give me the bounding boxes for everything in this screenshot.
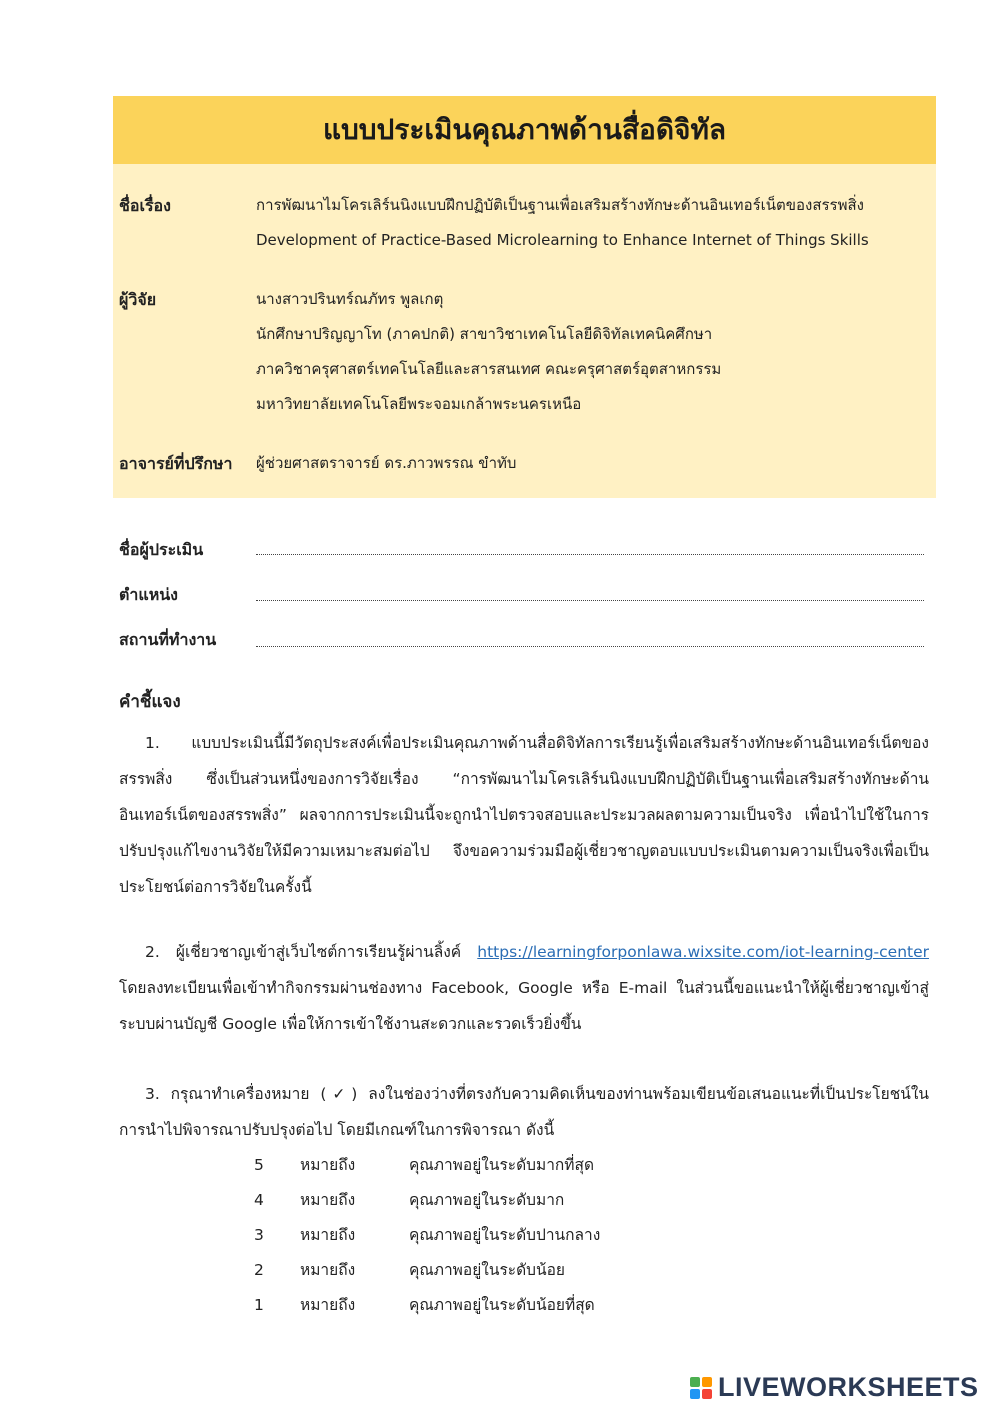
topic-english: Development of Practice-Based Microlearning to Enhance Internet of Things Skills <box>256 231 869 249</box>
evaluator-field[interactable] <box>256 554 924 555</box>
logo-square <box>702 1389 712 1399</box>
brand-text: LIVEWORKSHEETS <box>718 1372 979 1402</box>
instructions-title: คำชี้แจง <box>119 692 181 712</box>
scale-score: 5 <box>254 1156 264 1174</box>
topic-label: ชื่อเรื่อง <box>119 196 171 215</box>
instruction-1-text: 1. แบบประเมินนี้มีวัตถุประสงค์เพื่อประเมินคุณภาพด้านสื่อดิจิทัลการเรียนรู้เพื่อเสริมสร้างทักษะด้านอินเทอร์เน็ตของสรรพสิ่ง ซึ่งเป็นส่วนหนึ่งของการวิจัยเรื่อง “การพัฒนาไมโครเลิร์นนิงแบบฝึกปฏิบัติเป็นฐานเพื่อเสริมสร้างทักษะด้านอินเทอร์เน็ตของสรรพสิ่ง” ผลจากการประเมินนี้จะถูกนำไปตรวจสอบและประมวลผลตามความเป็นจริง เพื่อนำไปใช้ในการปรับปรุงแก้ไขงานวิจัยให้มีความเหมาะสมต่อไป จึงขอความร่วมมือผู้เชี่ยวชาญตอบแบบประเมินตามความเป็นจริงเพื่อเป็นประโยชน์ต่อการวิจัยในครั้งนี้ <box>119 734 929 896</box>
instruction-1 <box>119 725 929 905</box>
scale-meaning: หมายถึง <box>300 1226 356 1244</box>
workplace-label: สถานที่ทำงาน <box>119 630 217 649</box>
researcher-line: นางสาวปรินทร์ณภัทร พูลเกตุ <box>256 290 444 308</box>
advisor-value: ผู้ช่วยศาสตราจารย์ ดร.ภาวพรรณ ขำทับ <box>256 454 517 472</box>
instruction-3 <box>119 1076 929 1148</box>
topic-thai: การพัฒนาไมโครเลิร์นนิงแบบฝึกปฏิบัติเป็นฐานเพื่อเสริมสร้างทักษะด้านอินเทอร์เน็ตของสรรพสิ่ง <box>256 196 864 214</box>
evaluator-label: ชื่อผู้ประเมิน <box>119 540 204 559</box>
researcher-line: นักศึกษาปริญญาโท (ภาคปกติ) สาขาวิชาเทคโนโลยีดิจิทัลเทคนิคศึกษา <box>256 325 713 343</box>
scale-score: 3 <box>254 1226 264 1244</box>
scale-meaning: หมายถึง <box>300 1156 356 1174</box>
researcher-label: ผู้วิจัย <box>119 290 157 309</box>
logo-square <box>690 1389 700 1399</box>
title-banner <box>113 96 936 164</box>
position-label: ตำแหน่ง <box>119 585 178 604</box>
liveworksheets-logo <box>690 1372 979 1403</box>
website-link[interactable]: https://learningforponlawa.wixsite.com/iot-learning-center <box>477 943 929 961</box>
scale-description: คุณภาพอยู่ในระดับมากที่สุด <box>409 1156 595 1174</box>
instruction-2-text-after: โดยลงทะเบียนเพื่อเข้าทำกิจกรรมผ่านช่องทาง Facebook, Google หรือ E-mail ในส่วนนี้ขอแนะนำให้ผู้เชี่ยวชาญเข้าสู่ระบบผ่านบัญชี Google เพื่อให้การเข้าใช้งานสะดวกและรวดเร็วยิ่งขึ้น <box>119 979 929 1033</box>
workplace-field[interactable] <box>256 646 924 647</box>
instruction-3-text: 3. กรุณาทำเครื่องหมาย (✓) ลงในช่องว่างที่ตรงกับความคิดเห็นของท่านพร้อมเขียนข้อเสนอแนะที่เป็นประโยชน์ในการนำไปพิจารณาปรับปรุงต่อไป โดยมีเกณฑ์ในการพิจารณา ดังนี้ <box>119 1085 929 1139</box>
scale-score: 2 <box>254 1261 264 1279</box>
scale-description: คุณภาพอยู่ในระดับปานกลาง <box>409 1226 601 1244</box>
scale-meaning: หมายถึง <box>300 1296 356 1314</box>
position-field[interactable] <box>256 600 924 601</box>
scale-score: 1 <box>254 1296 264 1314</box>
scale-description: คุณภาพอยู่ในระดับน้อยที่สุด <box>409 1296 595 1314</box>
researcher-line: ภาควิชาครุศาสตร์เทคโนโลยีและสารสนเทศ คณะครุศาสตร์อุตสาหกรรม <box>256 360 722 378</box>
page-title: แบบประเมินคุณภาพด้านสื่อดิจิทัล <box>322 113 727 146</box>
instruction-2 <box>119 934 929 1042</box>
scale-meaning: หมายถึง <box>300 1191 356 1209</box>
scale-description: คุณภาพอยู่ในระดับน้อย <box>409 1261 565 1279</box>
logo-square <box>702 1377 712 1387</box>
instruction-2-text: 2. ผู้เชี่ยวชาญเข้าสู่เว็บไซต์การเรียนรู้ผ่านลิ้งค์ <box>145 943 478 961</box>
advisor-label: อาจารย์ที่ปรึกษา <box>119 454 233 473</box>
scale-meaning: หมายถึง <box>300 1261 356 1279</box>
liveworksheets-logo-icon <box>690 1377 712 1399</box>
researcher-line: มหาวิทยาลัยเทคโนโลยีพระจอมเกล้าพระนครเหนือ <box>256 395 582 413</box>
logo-square <box>690 1377 700 1387</box>
scale-score: 4 <box>254 1191 264 1209</box>
scale-description: คุณภาพอยู่ในระดับมาก <box>409 1191 565 1209</box>
info-box <box>113 164 936 498</box>
